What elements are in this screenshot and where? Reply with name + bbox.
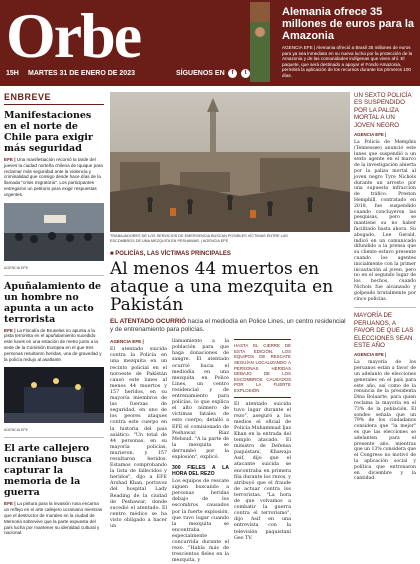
body-text: El atentado suicida contra la Policía en una mezquita en un recinto policial en el noroeste de Pakistán causó este lunes al menos 44 muertos y 157 heridos, en su mayoría miembros de las fuerzas de seguridad, en uno de los peores ataques contra este cuerpo en la historia del país asiático. "Un total de 44 personas, en su mayoría policías, murieron, y 157 resultaron heridos. Estamos comprobando la lista de fallecidos y heridos", dijo a EFE Arshad Khan, portavoz del hospital Lady Reading de la ciudad de Peshawar, donde sucedió el atentado. El centro médico se ha visto obligado a hacer un xyxy=(110,347,167,529)
side-body-memphis: La Policía de Memphis (Tennessee) anunció este lunes que suspendió a un sexto agente en el marco de la investigación abierta por la paliza mortal al joven negro Tyre Nichols durante un arresto por una supuesta infracción de tráfico. Preston Hemphill, contratado en 2018, fue suspendido cuando concluyeron las pesquisas, pero se mantiene su no haber facilitado hasta ahora. Su abogado, Lee Gerald, indicó en un comunicado difundido a la prensa que su cliente estuvo presente cuando los agentes inicialmente con la primer incautación al joven, pero no en el segundo lugar de los hechos, cuando Nichols fue alcanzado y golpeado brutalmente por cinco policías. xyxy=(354,140,416,302)
lead-photo[interactable] xyxy=(110,92,350,232)
promo-body: AGENCIA EFE | Alemania ofreció a Brasil 35 millones de euros para ya sea inmediato en su nueva lucha por la protección de la Amazonia y de las comunidades indígenas que viven ahí. El paquete, que será destinado a apoyar el Fondo Amazonia, permitirá la aplicación de los recursos durante los primeros 100 días. xyxy=(282,45,413,78)
photo-caption: AGENCIA EFE xyxy=(4,428,28,433)
masthead-bar xyxy=(0,66,280,86)
photo-caption: AGENCIA EFE xyxy=(4,265,28,270)
twitter-icon[interactable]: t xyxy=(241,69,250,78)
masthead xyxy=(0,0,420,86)
brief-body-chile xyxy=(4,157,104,198)
divider xyxy=(4,437,104,438)
body-text: Los equipos de rescate siguen buscando a personas heridas debajo de los escombros causados por la fuerte explosión, que tuvo lugar cuando la mezquita se encontraba especialmente concurrida durante el rezo. "Había más de trescientos fieles en la mezquita, y xyxy=(172,479,229,564)
brief-text: La pintura para la invasión rusa encarna un reflejo en el arte callejero ucraniano mientras que el destructor de murales en la ciudad de Memoria sobrevive que la parte expuesta del país lucha por mantener su identidad cultural y nacional. xyxy=(4,501,103,536)
agency-label: EFE | xyxy=(4,157,16,162)
promo-photo xyxy=(250,2,270,82)
body-column-1 xyxy=(110,339,167,564)
issue-date: MARTES 31 DE ENERO DE 2023 xyxy=(28,70,135,77)
facebook-icon[interactable]: f xyxy=(228,69,237,78)
follow-label: SÍGUENOS EN xyxy=(176,70,225,77)
side-title-peru[interactable]: MAYORÍA DE PERUANOS, A FAVOR DE QUE LAS ELECCIONES SEAN ESTE AÑO xyxy=(354,312,414,349)
brief-body-brussels xyxy=(4,328,104,363)
brief-column xyxy=(4,92,104,536)
subheading: 300 FIELES A LA HORA DEL REZO xyxy=(172,465,229,478)
side-body-peru: La mayoría de los peruanos están a favor de un adelanto de elecciones generales en el país para este año, así como de la renuncia de la presidenta Dina Boluarte, para quien reclama la mayoría en el 73% de la población. El sondeo señala que un 79% de los ciudadanos considera que "la mejor" es que las elecciones se adelanten para el presente año, mientras que un 13% considera que el Congreso no motivó de la aplicación social y política que entronaron en diciembre y la cantidad. xyxy=(354,360,416,482)
brief-photo-chile xyxy=(4,203,104,261)
brief-text: Una manifestación recorrió la tarde del jueves la ciudad norteña chilena de Iquique para reclamar más seguridad ante la violencia y criminalidad que consigo desde hace días de la llamada "crisis migratoria". Los participantes entregaron un petitorio para exigir respuestas urgentes. xyxy=(4,157,103,197)
divider xyxy=(354,307,416,308)
lead-story xyxy=(110,92,350,564)
section-heading: ENBREVE xyxy=(4,92,104,105)
brief-title-chile[interactable]: Manifestaciones en el norte de Chile para exigir más seguridad xyxy=(4,110,93,154)
agency-label: AGENCIA EFE | xyxy=(354,352,387,358)
lead-kicker: ■ POLICÍAS, LAS VÍCTIMAS PRINCIPALES xyxy=(110,251,231,258)
edition-badge: 15H xyxy=(6,70,19,77)
agency-label: EFE | xyxy=(4,501,16,507)
agency-label: AGENCIA EFE | xyxy=(354,132,387,138)
brief-text: La Fiscalía de Bruselas no apunta a la pista terrorista en el apuñalamiento sucedido este lunes en una estación de metro junto a la sede de la Comisión Europea en el que tres personas resultaron heridas, una de gravedad y la policía redujo al asaltante. xyxy=(4,327,102,362)
brief-photo-brussels xyxy=(4,367,104,423)
body-column-2 xyxy=(172,339,229,564)
brief-title-brussels[interactable]: Apuñalamiento de un hombre no apunta a un acto terrorista xyxy=(4,280,102,325)
body-text: llamamiento a la población para que haga donaciones de sangre. El atentado ocurrió hacia el mediodía en una mezquita en Police Lines, un centro residencial y de entrenamiento para policías, lo que explica el alto número de víctimas fatales de este cuerpo, detalló a EFE el comisionado de Peshawar, Riaz Mehsud. "A la parte de la mezquita se derrumbó por la explosión", explicó. xyxy=(172,339,229,460)
side-title-memphis[interactable]: UN SEXTO POLICÍA ES SUSPENDIDO POR LA PALIZA MORTAL A UN JOVEN NEGRO xyxy=(354,92,412,129)
lead-body-columns xyxy=(110,339,350,564)
divider xyxy=(4,275,104,276)
brief-title-ukraine[interactable]: El arte callejero ucraniano busca capturar la memoria de la guerra xyxy=(4,443,92,499)
promo-story[interactable] xyxy=(282,6,416,79)
lead-photo-caption: TRABAJADORES DE LOS SERVICIOS DE EMERGENCIA BUSCAN POSIBLES VÍCTIMAS ENTRE LAS ESCOMBROS DE UNA MEZQUITA EN PESHAWAR. | AGENCIA EFE xyxy=(110,234,288,243)
agency-label: EFE | xyxy=(4,327,16,333)
body-column-3 xyxy=(234,339,291,564)
kicker-text: POLICÍAS, LAS VÍCTIMAS PRINCIPALES xyxy=(115,251,231,258)
agency-label: AGENCIA EFE | xyxy=(110,339,144,345)
newspaper-logo[interactable]: Orbe xyxy=(6,0,141,71)
lead-headline[interactable]: Al menos 44 muertos en ataque a una mezquita en Pakistán xyxy=(110,259,334,316)
lead-standfirst xyxy=(110,318,350,334)
side-column xyxy=(354,92,416,482)
standfirst-lead: EL ATENTADO OCURRIÓ xyxy=(110,318,187,326)
pull-quote: HASTA EL CIERRE DE ESTA EDICIÓN, LOS EQUIPOS DE RESCATE SEGUÍAN LOCALIZANDO A PERSONAS HERIDAS DEBAJO DE LOS ESCOMBROS CAUSADOS POR LA FUERTE EXPLOSIÓN xyxy=(234,339,291,397)
standfirst-rest: hacia el mediodía en Police Lines, un centro residencial y de entrenamiento para policías. xyxy=(110,318,346,334)
body-text: El atentado suicida tuvo lugar durante el rezo", aseguró a los medios el oficial de Policía Muhammad Ijaz Khan en la entrada del templo atacado. El ministro de Defensa paquistaní, Khawaja Asif, dijo que el atacante suicida se encontraba en primera fila durante los rezos, y atribuyó que el fraude de actuar contra los terroristas. "La hora de que volvamos a combatir la guerra contra el terrorismo", dijo Asif en una entrevista con la televisión paquistaní Geo TV. xyxy=(234,401,291,541)
brief-body-ukraine xyxy=(4,501,104,536)
promo-title: Alemania ofrece 35 millones de euros para la Amazonia xyxy=(282,6,415,42)
